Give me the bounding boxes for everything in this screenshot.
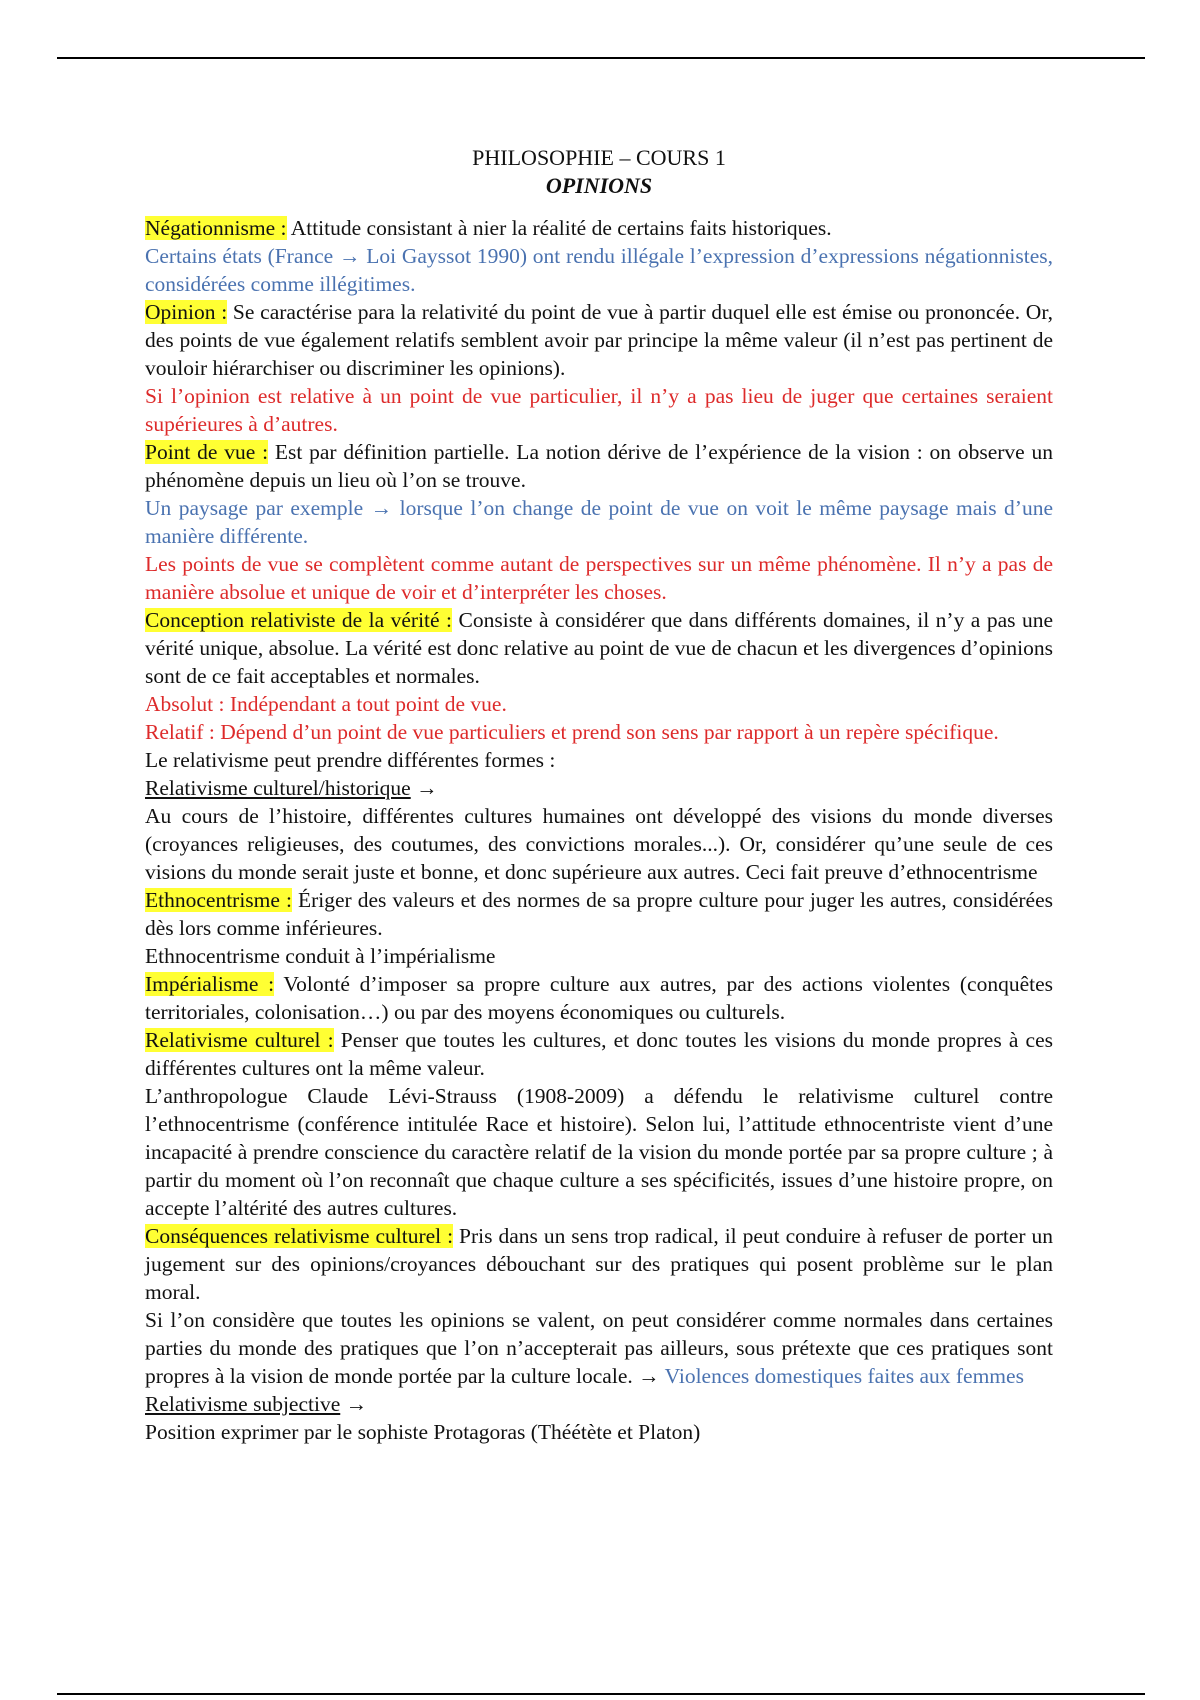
definition-conception-relativiste <box>145 606 1053 690</box>
definition-ethnocentrisme <box>145 886 1053 942</box>
bottom-rule <box>57 1693 1145 1695</box>
page-subtitle: OPINIONS <box>545 173 653 198</box>
section-heading <box>145 774 1053 802</box>
term-highlight: Conséquences relativisme culturel : <box>145 1224 454 1248</box>
definition-imperialisme <box>145 970 1053 1026</box>
paragraph: Le relativisme peut prendre différentes formes : <box>145 748 556 772</box>
definition-text: Attitude consistant à nier la réalité de certains faits historiques. <box>286 216 832 240</box>
top-rule <box>57 57 1145 59</box>
definition-text: Consiste à considérer que dans différents domaines, il n’y a pas une vérité unique, absolue. La vérité est donc relative au point de vue de chacun et les divergences d’opinions sont de ce fait acceptables et normales. <box>145 608 1054 688</box>
definition-text: Volonté d’imposer sa propre culture aux autres, par des actions violentes (conquêtes territoriales, colonisation…) ou par des moyens économiques ou culturels. <box>145 972 1053 1024</box>
document-body <box>145 144 1053 1446</box>
paragraph: L’anthropologue Claude Lévi-Strauss (1908-2009) a défendu le relativisme culturel contre l’ethnocentrisme (conférence intitulée Race et histoire). Selon lui, l’attitude ethnocentriste vient d’une incapacité à prendre conscience du caractère relatif de la vision du monde portée par sa propre culture ; à partir du moment où l’on reconnaît que chaque culture a ses spécificités, issues d’une histoire propre, on accepte l’altérité des autres cultures. <box>145 1084 1053 1220</box>
definition-negationnisme <box>145 214 1053 242</box>
term-highlight: Ethnocentrisme : <box>145 888 292 912</box>
example-note: Certains états (France → Loi Gayssot 1990) ont rendu illégale l’expression d’expressions négationnistes, considérées comme illégitimes. <box>145 244 1053 296</box>
definition-opinion <box>145 298 1053 382</box>
term-highlight: Négationnisme : <box>145 216 287 240</box>
definition-point-de-vue <box>145 438 1053 494</box>
section-heading-text: Relativisme culturel/historique <box>145 776 411 800</box>
key-note: Les points de vue se complètent comme autant de perspectives sur un même phénomène. Il n’y a pas de manière absolue et unique de voir et d’interpréter les choses. <box>145 552 1053 604</box>
paragraph: Position exprimer par le sophiste Protagoras (Théétète et Platon) <box>145 1420 701 1444</box>
key-note: Relatif : Dépend d’un point de vue particuliers et prend son sens par rapport à un repère spécifique. <box>145 720 999 744</box>
definition-text: Ériger des valeurs et des normes de sa propre culture pour juger les autres, considérées dès lors comme inférieures. <box>145 888 1054 940</box>
definition-text: Pris dans un sens trop radical, il peut conduire à refuser de porter un jugement sur des opinions/croyances débouchant sur des pratiques qui posent problème sur le plan moral. <box>145 1224 1054 1304</box>
page-title: PHILOSOPHIE – COURS 1 <box>472 145 726 170</box>
key-note: Absolut : Indépendant a tout point de vue. <box>145 692 507 716</box>
paragraph: Au cours de l’histoire, différentes cultures humaines ont développé des visions du monde diverses (croyances religieuses, des coutumes, des convictions morales...). Or, considérer qu’une seule de ces visions du monde serait juste et bonne, et donc supérieure aux autres. Ceci fait preuve d’ethnocentrisme <box>145 804 1053 884</box>
definition-consequences <box>145 1222 1053 1306</box>
term-highlight: Conception relativiste de la vérité : <box>145 608 453 632</box>
paragraph: Ethnocentrisme conduit à l’impérialisme <box>145 944 496 968</box>
arrow-icon: → <box>340 1392 368 1416</box>
paragraph-text: Si l’on considère que toutes les opinions se valent, on peut considérer comme normales dans certaines parties du monde des pratiques que l’on n’accepterait pas ailleurs, sous prétexte que ces pratiques sont propres à la vision de monde portée par la culture locale. → <box>145 1308 1053 1388</box>
section-heading <box>145 1390 1053 1418</box>
definition-text: Se caractérise para la relativité du point de vue à partir duquel elle est émise ou prononcée. Or, des points de vue également relatifs semblent avoir par principe la même valeur (il n’est pas pertinent de vouloir hiérarchiser ou discriminer les opinions). <box>145 300 1053 380</box>
definition-text: Est par définition partielle. La notion dérive de l’expérience de la vision : on observe un phénomène depuis un lieu où l’on se trouve. <box>145 440 1053 492</box>
term-highlight: Point de vue : <box>145 440 269 464</box>
term-highlight: Impérialisme : <box>145 972 275 996</box>
arrow-icon: → <box>410 776 438 800</box>
paragraph <box>145 1306 1053 1390</box>
example-note: Un paysage par exemple → lorsque l’on change de point de vue on voit le même paysage mais d’une manière différente. <box>145 496 1053 548</box>
section-heading-text: Relativisme subjective <box>145 1392 341 1416</box>
definition-relativisme-culturel <box>145 1026 1053 1082</box>
term-highlight: Relativisme culturel : <box>145 1028 334 1052</box>
key-note: Si l’opinion est relative à un point de vue particulier, il n’y a pas lieu de juger que certaines seraient supérieures à d’autres. <box>145 384 1053 436</box>
term-highlight: Opinion : <box>145 300 228 324</box>
definition-text: Penser que toutes les cultures, et donc toutes les visions du monde propres à ces différentes cultures ont la même valeur. <box>145 1028 1053 1080</box>
example-note: Violences domestiques faites aux femmes <box>664 1364 1024 1388</box>
